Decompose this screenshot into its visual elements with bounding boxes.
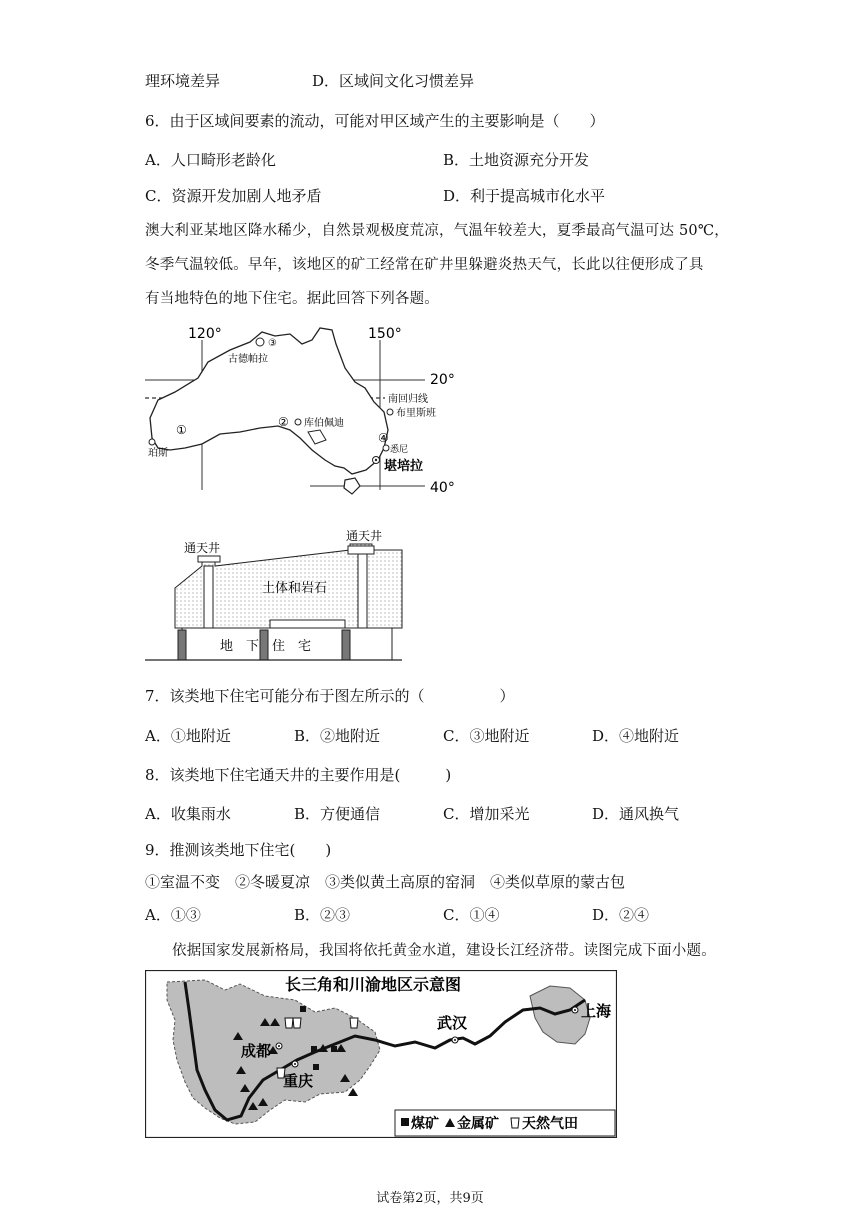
place-4-marker: ④ — [378, 431, 389, 445]
australia-passage-line1: 澳大利亚某地区降水稀少，自然景观极度荒凉，气温年较差大，夏季最高气温可达 50℃， — [145, 223, 729, 239]
legend-metal: 金属矿 — [457, 1116, 499, 1132]
q7-option-a: A．①地附近 — [145, 727, 231, 745]
lat-20-label: 20° — [430, 372, 455, 388]
city-coober-label: 库伯佩迪 — [304, 418, 344, 429]
q8-option-c: C．增加采光 — [443, 805, 530, 823]
place-3-marker: ③ — [268, 338, 277, 349]
australia-passage-line3: 有当地特色的地下住宅。据此回答下列各题。 — [145, 291, 439, 307]
legend-gas: 天然气田 — [522, 1116, 578, 1132]
q6-option-c: C．资源开发加剧人地矛盾 — [145, 187, 322, 205]
city-sydney-label: 悉尼 — [390, 445, 409, 455]
shaft-right-label: 通天井 — [346, 529, 383, 543]
q6-option-b: B．土地资源充分开发 — [443, 151, 590, 169]
australia-map — [140, 320, 470, 520]
q9-option-d: D．②④ — [592, 906, 650, 924]
place-1-marker: ① — [176, 423, 187, 437]
q8-option-b: B．方便通信 — [294, 805, 381, 823]
page-footer: 试卷第2页，共9页 — [376, 1191, 484, 1206]
shaft-left-label: 通天井 — [184, 541, 221, 555]
q9-items: ①室温不变 ②冬暖夏凉 ③类似黄土高原的窑洞 ④类似草原的蒙古包 — [145, 873, 626, 891]
city-wuhan-label: 武汉 — [437, 1014, 468, 1032]
australia-passage-line2: 冬季气温较低。早年，该地区的矿工经常在矿井里躲避炎热天气，长此以往便形成了具 — [145, 257, 704, 273]
q6-option-d: D．利于提高城市化水平 — [443, 187, 606, 205]
rock-label: 土体和岩石 — [262, 581, 328, 596]
lon-150-label: 150° — [368, 326, 402, 342]
city-canberra-label: 堪培拉 — [384, 459, 424, 474]
city-perth-label: 珀斯 — [148, 448, 168, 459]
q8-option-d: D．通风换气 — [592, 805, 680, 823]
city-chongqing-label: 重庆 — [283, 1072, 314, 1090]
q7-option-d: D．④地附近 — [592, 727, 680, 745]
city-chengdu-label: 成都 — [241, 1042, 272, 1060]
house-label: 地 下 住 宅 — [220, 639, 312, 654]
yangtze-map — [145, 970, 617, 1138]
q7-option-b: B．②地附近 — [294, 727, 381, 745]
q8-stem: 8．该类地下住宅通天井的主要作用是( ) — [145, 766, 452, 784]
q9-option-b: B．②③ — [294, 906, 351, 924]
q9-option-c: C．①④ — [443, 906, 500, 924]
place-2-marker: ② — [278, 415, 289, 429]
yangtze-map-title: 长三角和川渝地区示意图 — [285, 975, 462, 994]
lon-120-label: 120° — [188, 326, 222, 342]
tropic-label: 南回归线 — [388, 394, 428, 405]
q9-option-a: A．①③ — [145, 906, 201, 924]
legend-coal: 煤矿 — [411, 1116, 439, 1132]
q6-option-a: A．人口畸形老龄化 — [145, 151, 276, 169]
q7-option-c: C．③地附近 — [443, 727, 530, 745]
underground-house-diagram — [140, 528, 430, 663]
q5-option-c-tail: 理环境差异 — [145, 72, 221, 90]
q5-option-d: D．区域间文化习惯差异 — [312, 72, 475, 90]
lat-40-label: 40° — [430, 480, 455, 496]
city-darwin-label: 古德帕拉 — [228, 354, 268, 365]
q9-stem: 9．推测该类地下住宅( ) — [145, 841, 332, 859]
yangtze-passage: 依据国家发展新格局，我国将依托黄金水道，建设长江经济带。读图完成下面小题。 — [172, 943, 716, 959]
city-brisbane-label: 布里斯班 — [396, 408, 436, 419]
q7-stem: 7．该类地下住宅可能分布于图左所示的（ ） — [145, 687, 515, 705]
q8-option-a: A．收集雨水 — [145, 805, 231, 823]
city-shanghai-label: 上海 — [581, 1002, 612, 1020]
q6-stem: 6．由于区域间要素的流动，可能对甲区域产生的主要影响是（ ） — [145, 112, 605, 130]
